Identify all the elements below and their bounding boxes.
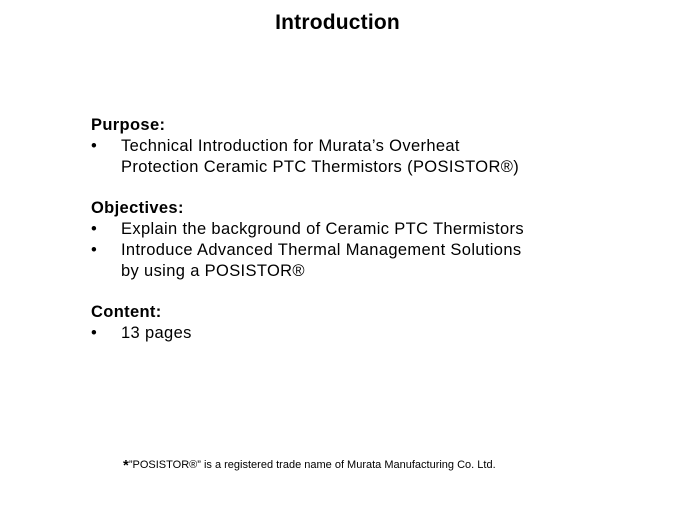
slide-body <box>91 115 651 344</box>
bullet-text-line: Explain the background of Ceramic PTC Thermistors <box>121 220 524 238</box>
bullet-icon: • <box>91 137 98 155</box>
list-item <box>91 219 651 240</box>
bullet-text-line: Protection Ceramic PTC Thermistors (POSISTOR®) <box>121 158 520 176</box>
objectives-section <box>91 198 651 282</box>
bullet-icon: • <box>91 324 98 342</box>
list-item <box>91 136 651 178</box>
footnote-text: ”POSISTOR®” is a registered trade name of Murata Manufacturing Co. Ltd. <box>128 459 496 471</box>
objectives-heading: Objectives: <box>91 199 184 217</box>
asterisk-icon: * <box>123 457 129 474</box>
bullet-text-line: Introduce Advanced Thermal Management Solutions <box>121 241 522 259</box>
trademark-footnote <box>123 457 496 474</box>
bullet-icon: • <box>91 220 98 238</box>
slide-title: Introduction <box>275 11 400 34</box>
purpose-section <box>91 115 651 178</box>
content-heading: Content: <box>91 303 162 321</box>
bullet-text-line: Technical Introduction for Murata’s Overheat <box>121 137 460 155</box>
content-section <box>91 302 651 344</box>
purpose-heading: Purpose: <box>91 116 166 134</box>
content-list <box>91 323 651 344</box>
list-item <box>91 240 651 282</box>
objectives-list <box>91 219 651 282</box>
list-item <box>91 323 651 344</box>
purpose-list <box>91 136 651 178</box>
bullet-text-line: 13 pages <box>121 324 192 342</box>
bullet-icon: • <box>91 241 98 259</box>
bullet-text-line: by using a POSISTOR® <box>121 262 305 280</box>
